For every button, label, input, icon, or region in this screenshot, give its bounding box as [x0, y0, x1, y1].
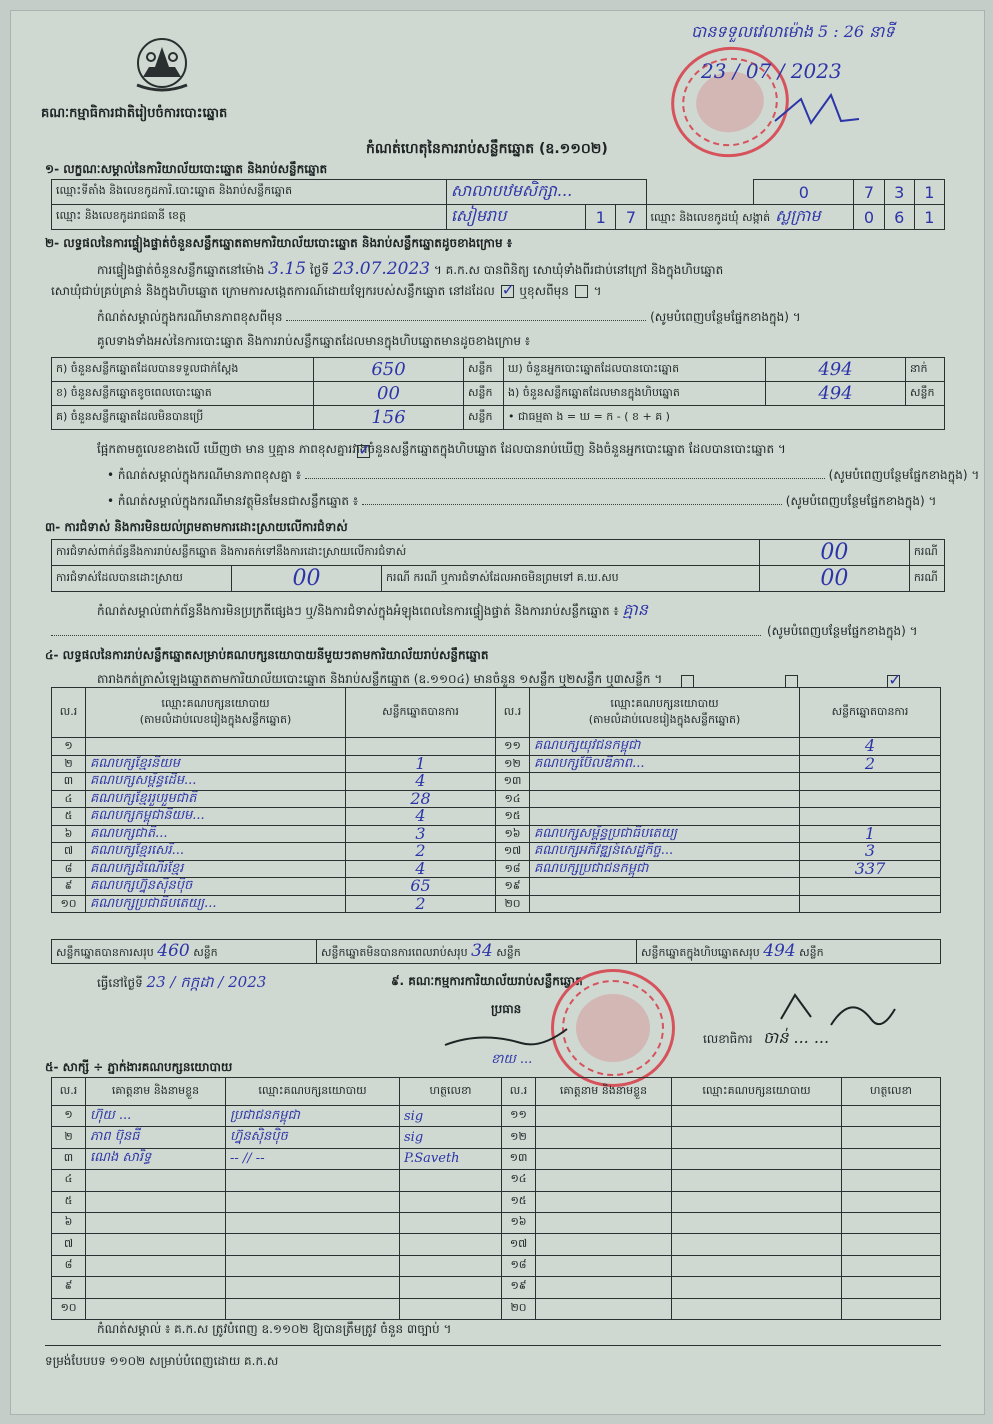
witness-party	[672, 1234, 842, 1255]
witness-row	[52, 1106, 941, 1127]
unit-label: សន្លឹក	[496, 946, 521, 959]
result-party	[530, 808, 800, 826]
witness-row	[52, 1148, 941, 1169]
witness-no: ១២	[502, 1127, 536, 1148]
result-votes: 2	[346, 895, 496, 913]
result-votes: 1	[800, 825, 941, 843]
total-valid-label: សន្លឹកឆ្នោតបានការសរុប	[56, 946, 154, 959]
result-votes: 3	[346, 825, 496, 843]
witness-no: ១៧	[502, 1234, 536, 1255]
s2-bullet1	[107, 467, 980, 485]
witness-sign	[400, 1277, 502, 1298]
code-digit: 7	[854, 180, 884, 205]
witness-sign	[842, 1255, 941, 1276]
result-row	[52, 895, 941, 913]
result-party: គណបក្សហ្វ៊ុនស៊ិនប៉ិច	[86, 878, 346, 896]
col-party-sub: (តាមលំដាប់លេខរៀងក្នុងសន្លឹកឆ្នោត)	[588, 712, 741, 726]
witness-party	[672, 1106, 842, 1127]
sign-date-value: 23 / កក្កដា / 2023	[146, 973, 267, 991]
s3-table	[51, 539, 945, 592]
result-no: ៨	[52, 860, 86, 878]
witness-name	[536, 1277, 672, 1298]
witness-name	[86, 1170, 226, 1191]
count-e-value: 494	[766, 382, 906, 406]
witness-party: ប្រជាជនកម្ពុជា	[226, 1106, 400, 1127]
witness-no: ៥	[52, 1191, 86, 1212]
col-votes: សន្លឹកឆ្នោតបានការ	[346, 688, 496, 738]
col-sign: ហត្ថលេខា	[400, 1078, 502, 1106]
col-votes: សន្លឹកឆ្នោតបានការ	[800, 688, 941, 738]
result-party: គណបក្សសម្ព័ន្ធដើម...	[86, 773, 346, 791]
col-party	[530, 688, 800, 738]
result-no: ១៤	[496, 790, 530, 808]
col-no: ល.រ	[52, 1078, 86, 1106]
result-row	[52, 738, 941, 756]
witness-party	[226, 1298, 400, 1319]
result-party: គណបក្សកម្ពុជានិយម...	[86, 808, 346, 826]
witness-row	[52, 1212, 941, 1233]
org-name: គណៈកម្មាធិការជាតិរៀបចំការបោះឆ្នោត	[41, 106, 228, 121]
col-party: ឈ្មោះគណបក្សនយោបាយ	[672, 1078, 842, 1106]
witness-party	[672, 1298, 842, 1319]
witness-party	[672, 1148, 842, 1169]
total-box-label: សន្លឹកឆ្នោតក្នុងហិបឆ្នោតសរុប	[641, 946, 760, 959]
witness-name	[536, 1234, 672, 1255]
witness-row	[52, 1234, 941, 1255]
result-party	[530, 895, 800, 913]
unit-label: សន្លឹក	[799, 946, 824, 959]
total-box	[637, 940, 941, 964]
no-difference-checkbox[interactable]	[357, 445, 370, 458]
witness-name	[536, 1127, 672, 1148]
col-name: គោត្តនាម និងនាមខ្លួន	[536, 1078, 672, 1106]
witness-sign	[842, 1148, 941, 1169]
result-party: គណបក្សជាតិ...	[86, 825, 346, 843]
witness-no: ៦	[52, 1212, 86, 1233]
witness-no: ២០	[502, 1298, 536, 1319]
result-party	[530, 773, 800, 791]
result-no: ១៨	[496, 860, 530, 878]
s4-totals-table	[51, 939, 941, 964]
witness-no: ១៤	[502, 1170, 536, 1191]
result-no: ៩	[52, 878, 86, 896]
witness-sign	[842, 1127, 941, 1148]
witness-name	[536, 1298, 672, 1319]
result-no: ១	[52, 738, 86, 756]
witness-row	[52, 1298, 941, 1319]
s2-line2-text: សោឃុំជាប់គ្រប់គ្រាន់ និងក្នុងហិបឆ្នោត ក្រោមការសង្កេតការណ៍ដោយឡែករបស់សន្លឹកឆ្នោត នៅដដែល	[51, 284, 495, 298]
witness-no: ១៦	[502, 1212, 536, 1233]
witness-name	[86, 1298, 226, 1319]
s2-line3-hint: (សូមបំពេញបន្ថែមផ្នែកខាងក្នុង) ។	[650, 310, 801, 324]
s2-bullet2-text: • កំណត់សម្គាល់ក្នុងករណីមានវត្ថុមិនមែនជាសន្លឹកឆ្នោត ៖	[107, 494, 359, 508]
result-votes: 4	[346, 808, 496, 826]
result-row	[52, 878, 941, 896]
check-date: 23.07.2023	[332, 259, 431, 279]
count-b-value: 00	[314, 382, 464, 406]
s5-witness-table	[51, 1077, 941, 1320]
case-label: ករណី	[909, 540, 944, 566]
count-d-label: ឃ) ចំនួនអ្នកបោះឆ្នោតដែលបានបោះឆ្នោត	[504, 358, 766, 382]
witness-name: ហ៊ុយ ...	[86, 1106, 226, 1127]
witness-sign	[400, 1191, 502, 1212]
result-row	[52, 790, 941, 808]
result-votes	[800, 773, 941, 791]
result-party: គណបក្សដំណើរខ្មែរ	[86, 860, 346, 878]
count-d-value: 494	[766, 358, 906, 382]
witness-no: ៨	[52, 1255, 86, 1276]
witness-name	[536, 1148, 672, 1169]
result-no: ៣	[52, 773, 86, 791]
witness-sign: P.Saveth	[400, 1148, 502, 1169]
witness-party	[672, 1191, 842, 1212]
s2-counts-table	[51, 357, 945, 430]
s1-row2-label: ឈ្មោះ និងលេខកូដរាជធានី ខេត្ត	[52, 205, 447, 230]
witness-party	[672, 1170, 842, 1191]
witness-no: ១៩	[502, 1277, 536, 1298]
witness-name: ណេង សារិទ្ធ	[86, 1148, 226, 1169]
result-votes	[800, 895, 941, 913]
col-party	[86, 688, 346, 738]
total-valid	[52, 940, 317, 964]
sign-date	[97, 973, 266, 995]
col-party-title: ឈ្មោះគណបក្សនយោបាយ	[610, 696, 719, 710]
result-no: ១២	[496, 755, 530, 773]
total-invalid-label: សន្លឹកឆ្នោតមិនបានការពេលរាប់សរុប	[321, 946, 468, 959]
witness-party	[226, 1212, 400, 1233]
s2-title: ២- លទ្ធផលនៃការផ្ទៀងផ្ទាត់ចំនួនសន្លឹកឆ្នោតតាមការិយាល័យបោះឆ្នោត និងរាប់សន្លឹកឆ្នោតដូចខាងក្រោម ៖	[45, 236, 513, 250]
result-row	[52, 755, 941, 773]
s3-r2-label: ការជំទាស់ដែលបានដោះស្រាយ	[52, 566, 232, 592]
s4-results-table	[51, 687, 941, 913]
witness-name	[86, 1234, 226, 1255]
result-party	[86, 738, 346, 756]
witness-party	[226, 1191, 400, 1212]
witness-sign	[400, 1234, 502, 1255]
result-no: ១៣	[496, 773, 530, 791]
chair-label: ប្រធាន	[491, 1002, 522, 1016]
witness-no: ២	[52, 1127, 86, 1148]
unit-label: សន្លឹក	[464, 406, 504, 430]
s2-bullet2-hint: (សូមបំពេញបន្ថែមផ្នែកខាងក្នុង) ។	[785, 494, 937, 508]
sign-date-label: ធ្វើនៅថ្ងៃទី	[97, 976, 143, 990]
emblem-icon	[129, 33, 195, 97]
result-votes: 28	[346, 790, 496, 808]
count-a-value: 650	[314, 358, 464, 382]
total-valid-value: 460	[157, 941, 190, 961]
s1-row2-value: សៀមរាប	[446, 205, 585, 230]
s4-title: ៤- លទ្ធផលនៃការរាប់សន្លឹកឆ្នោតសម្រាប់គណបក្សនយោបាយនីមួយៗតាមការិយាល័យរាប់សន្លឹកឆ្នោត	[45, 648, 489, 662]
witness-no: ១០	[52, 1298, 86, 1319]
s2-bullet1-hint: (សូមបំពេញបន្ថែមផ្នែកខាងក្នុង) ។	[828, 468, 980, 482]
witness-party: -- // --	[226, 1148, 400, 1169]
witness-party	[226, 1170, 400, 1191]
result-no: ២	[52, 755, 86, 773]
witness-name	[536, 1106, 672, 1127]
s2-bullet1-text: • កំណត់សម្គាល់ក្នុងករណីមានភាពខុសគ្នា ៖	[107, 468, 302, 482]
count-c-value: 156	[314, 406, 464, 430]
received-date: 23 / 07 / 2023	[701, 59, 842, 83]
s2-line3-text: កំណត់សម្គាល់ក្នុងករណីមានភាពខុសពីមុន	[97, 310, 283, 324]
result-no: ៤	[52, 790, 86, 808]
result-no: ២០	[496, 895, 530, 913]
result-votes	[800, 808, 941, 826]
result-party: គណបក្សសម្ព័ន្ធប្រជាធិបតេយ្យ	[530, 825, 800, 843]
witness-sign: sig	[400, 1106, 502, 1127]
count-a-label: ក) ចំនួនសន្លឹកឆ្នោតដែលបានទទួលជាក់ស្តែង	[52, 358, 314, 382]
witness-sign	[842, 1234, 941, 1255]
col-party: ឈ្មោះគណបក្សនយោបាយ	[226, 1078, 400, 1106]
witness-name	[536, 1212, 672, 1233]
case-label: ករណី	[386, 570, 410, 584]
witness-row	[52, 1127, 941, 1148]
s2-line1-b: ថ្ងៃទី	[309, 263, 329, 277]
witness-party	[226, 1234, 400, 1255]
result-party: គណបក្សអភិវឌ្ឍន៍សេដ្ឋកិច្ច...	[530, 843, 800, 861]
count-formula: • ជាធម្មតា ង = ឃ = ក - ( ខ + គ )	[504, 406, 945, 430]
s3-hint: (សូមបំពេញបន្ថែមផ្នែកខាងក្នុង) ។	[767, 624, 918, 638]
result-votes: 4	[800, 738, 941, 756]
witness-row	[52, 1255, 941, 1276]
s3-note-value: គ្មាន	[622, 600, 648, 619]
result-no: ១៩	[496, 878, 530, 896]
s2-line2: សោឃុំជាប់គ្រប់គ្រាន់ និងក្នុងហិបឆ្នោត ក្រោមការសង្កេតការណ៍ដោយឡែករបស់សន្លឹកឆ្នោត នៅដដែល ✓ ឬខុសពីមុន ។	[51, 283, 601, 301]
s3-r2b-text: ករណី ឬការជំទាស់ដែលអាចមិនព្រមទៅ គ.ឃ.សប	[413, 570, 619, 584]
form-title: កំណត់ហេតុនៃការរាប់សន្លឹកឆ្នោត (ឧ.១១០២)	[366, 141, 608, 157]
col-party-sub: (តាមលំដាប់លេខរៀងក្នុងសន្លឹកឆ្នោត)	[139, 712, 292, 726]
s3-note	[97, 599, 648, 623]
witness-row	[52, 1191, 941, 1212]
s3-note-text: កំណត់សម្គាល់ពាក់ព័ន្ធនឹងការមិនប្រក្រតីផ្សេងៗ ឬ/និងការជំទាស់ក្នុងអំឡុងពេលនៃការផ្ទៀងផ្ទាត់ និងការរាប់សន្លឹកឆ្នោត ៖	[97, 604, 619, 618]
witness-no: ១១	[502, 1106, 536, 1127]
same-checkbox[interactable]	[501, 285, 514, 298]
result-row	[52, 860, 941, 878]
witness-party	[672, 1212, 842, 1233]
witness-name	[536, 1191, 672, 1212]
s3-r1-label: ការជំទាស់ពាក់ព័ន្ធនឹងការរាប់សន្លឹកឆ្នោត និងការតក់ទៅនឹងការដោះស្រាយលើការជំទាស់	[52, 540, 760, 566]
witness-sign	[842, 1106, 941, 1127]
footer-note: កំណត់សម្គាល់ ៖ គ.ក.ស ត្រូវបំពេញ ឧ.១១០២ ឱ្យបានត្រឹមត្រូវ ចំនួន ៣ច្បាប់ ។	[97, 1322, 452, 1336]
witness-no: ៣	[52, 1148, 86, 1169]
witness-no: ៧	[52, 1234, 86, 1255]
secretary-label: លេខាធិការ	[703, 1032, 753, 1046]
witness-sign	[400, 1212, 502, 1233]
witness-sign	[400, 1170, 502, 1191]
result-votes: 65	[346, 878, 496, 896]
case-label: ករណី	[909, 566, 944, 592]
col-sign: ហត្ថលេខា	[842, 1078, 941, 1106]
s4-intro: តារាងកត់ត្រាសំឡេងឆ្នោតតាមការិយាល័យបោះឆ្នោត និងរាប់សន្លឹកឆ្នោត (ឧ.១១០៤) មានចំនួន ១សន្លឹក ឬ២សន្លឹក ឬ៣សន្លឹក ។	[97, 672, 663, 686]
witness-name	[536, 1255, 672, 1276]
witness-sign	[400, 1255, 502, 1276]
witness-party	[672, 1127, 842, 1148]
result-row	[52, 773, 941, 791]
s2-opt-label: ឬខុសពីមុន	[519, 284, 569, 298]
result-no: ១៥	[496, 808, 530, 826]
result-votes: 4	[346, 860, 496, 878]
result-votes: 337	[800, 860, 941, 878]
result-votes: 2	[800, 755, 941, 773]
s3-r2-value: 00	[232, 566, 382, 592]
code-digit: 0	[754, 180, 854, 205]
result-party	[530, 790, 800, 808]
code-digit: 1	[914, 180, 944, 205]
s1-table	[51, 179, 945, 230]
check-time: 3.15	[268, 259, 307, 279]
result-no: ១០	[52, 895, 86, 913]
count-b-label: ខ) ចំនួនសន្លឹកឆ្នោតខូចពេលបោះឆ្នោត	[52, 382, 314, 406]
witness-no: ៩	[52, 1277, 86, 1298]
col-name: គោត្តនាម និងនាមខ្លួន	[86, 1078, 226, 1106]
result-party: គណបក្សយុវជនកម្ពុជា	[530, 738, 800, 756]
result-votes: 3	[800, 843, 941, 861]
result-votes: 2	[346, 843, 496, 861]
witness-sign	[400, 1298, 502, 1319]
s3-r2b-value: 00	[759, 566, 909, 592]
result-party: គណបក្សប្រជាជនកម្ពុជា	[530, 860, 800, 878]
result-votes: 1	[346, 755, 496, 773]
result-party	[530, 878, 800, 896]
unit-label: សន្លឹក	[464, 382, 504, 406]
s2-bullet2	[107, 493, 943, 511]
col-no: ល.រ	[52, 688, 86, 738]
witness-name	[86, 1191, 226, 1212]
result-party: គណបក្សប្រជាធិបតេយ្យ...	[86, 895, 346, 913]
s2-line4: គូលទាងទាំងអស់នៃការបោះឆ្នោត និងការរាប់សន្លឹកឆ្នោតដែលមានក្នុងហិបឆ្នោតមានដូចខាងក្រោម ៖	[97, 334, 531, 348]
witness-name	[536, 1170, 672, 1191]
s3-title: ៣- ការជំទាស់ និងការមិនយល់ព្រមតាមការដោះស្រាយលើការជំទាស់	[45, 520, 348, 534]
col-no: ល.រ	[496, 688, 530, 738]
s3-r2b-label	[382, 566, 760, 592]
result-no: ១១	[496, 738, 530, 756]
witness-no: ១៥	[502, 1191, 536, 1212]
s1-row2-value-b: ស្លក្រាម	[775, 206, 821, 225]
witness-no: ១៣	[502, 1148, 536, 1169]
witness-sign	[842, 1191, 941, 1212]
witness-party	[672, 1255, 842, 1276]
unit-label: សន្លឹក	[906, 382, 945, 406]
received-note: បានទទួលវេលាម៉ោង 5 : 26 នាទី	[691, 22, 895, 41]
witness-name	[86, 1212, 226, 1233]
col-party-title: ឈ្មោះគណបក្សនយោបាយ	[161, 696, 270, 710]
code-digit: 7	[616, 205, 646, 230]
s5-title: ៥- សាក្សី ÷ ភ្នាក់ងារគណបក្សនយោបាយ	[45, 1060, 233, 1074]
s2-line1	[97, 259, 723, 280]
witness-name	[86, 1277, 226, 1298]
unit-label: សន្លឹក	[464, 358, 504, 382]
code-digit: 1	[586, 205, 616, 230]
result-row	[52, 825, 941, 843]
different-checkbox[interactable]	[575, 285, 588, 298]
witness-no: ១៨	[502, 1255, 536, 1276]
witness-sign: sig	[400, 1127, 502, 1148]
code-digit: 0	[854, 205, 884, 230]
code-digit: 6	[884, 205, 914, 230]
secretary-name: ចាន់ ... ...	[763, 1028, 830, 1047]
witness-sign	[842, 1277, 941, 1298]
s2-line3	[97, 309, 943, 327]
total-invalid	[317, 940, 637, 964]
s2-line1-c: ។ គ.ក.ស បានពិនិត្យ សោឃុំទាំងពីរជាប់នៅក្រៅ និងក្នុងហិបឆ្នោត	[433, 263, 724, 277]
witness-no: ១	[52, 1106, 86, 1127]
result-row	[52, 808, 941, 826]
result-no: ១៦	[496, 825, 530, 843]
code-digit: 3	[884, 180, 914, 205]
count-e-label: ង) ចំនួនសន្លឹកឆ្នោតដែលមានក្នុងហិបឆ្នោត	[504, 382, 766, 406]
result-votes	[346, 738, 496, 756]
witness-sign	[842, 1212, 941, 1233]
result-no: ១៧	[496, 843, 530, 861]
s1-row2-label-b: ឈ្មោះ និងលេខកូដឃុំ សង្កាត់	[650, 211, 771, 224]
col-no: ល.រ	[502, 1078, 536, 1106]
result-votes: 4	[346, 773, 496, 791]
witness-sign	[842, 1298, 941, 1319]
witness-name: ភាព ប៊ុនធី	[86, 1127, 226, 1148]
s3-r1-value: 00	[759, 540, 909, 566]
result-votes	[800, 878, 941, 896]
s1-row1-label: ឈ្មោះទីតាំង និងលេខកូដការិ.បោះឆ្នោត និងរាប់សន្លឹកឆ្នោត	[52, 180, 447, 205]
result-party: គណបក្សប៊ែលឌីភាព...	[530, 755, 800, 773]
result-votes	[800, 790, 941, 808]
count-c-label: គ) ចំនួនសន្លឹកឆ្នោតដែលមិនបានប្រើ	[52, 406, 314, 430]
unit-label: នាក់	[906, 358, 945, 382]
witness-party	[226, 1277, 400, 1298]
s2-line5: ផ្អែកតាមតួលេខខាងលើ ឃើញថា មាន ឬគ្មាន ភាពខុសគ្នារវាងចំនួនសន្លឹកឆ្នោតក្នុងហិបឆ្នោត ដែលបានរាប់ឃើញ និងចំនួនអ្នកបោះឆ្នោត ដែលបានបោះឆ្នោត ។	[97, 442, 786, 456]
s2-line1-a: ការផ្ទៀងផ្ទាត់ចំនួនសន្លឹកឆ្នោតនៅម៉ោង	[97, 263, 265, 277]
witness-sign	[842, 1170, 941, 1191]
result-row	[52, 843, 941, 861]
total-invalid-value: 34	[471, 941, 493, 961]
code-digit: 1	[914, 205, 944, 230]
witness-party: ហ្វ៊ុនស៊ិនប៉ិច	[226, 1127, 400, 1148]
witness-name	[86, 1255, 226, 1276]
witness-row	[52, 1170, 941, 1191]
committee-label: ៩. គណៈកម្មការការិយាល័យរាប់សន្លឹកឆ្នោត	[391, 974, 583, 988]
result-no: ៥	[52, 808, 86, 826]
signature-mark	[771, 91, 861, 131]
witness-no: ៤	[52, 1170, 86, 1191]
result-party: គណបក្សខ្មែរនិយម	[86, 755, 346, 773]
witness-party	[672, 1277, 842, 1298]
witness-row	[52, 1277, 941, 1298]
unit-label: សន្លឹក	[193, 946, 218, 959]
form-code: ទម្រង់បែបបទ ១១០២ សម្រាប់បំពេញដោយ គ.ក.ស	[45, 1354, 279, 1368]
result-party: គណបក្សខ្មែរសេរី...	[86, 843, 346, 861]
result-no: ៧	[52, 843, 86, 861]
result-no: ៦	[52, 825, 86, 843]
result-party: គណបក្សខ្មែររួបរួមជាតិ	[86, 790, 346, 808]
s1-title: ១- លក្ខណៈសម្គាល់នៃការិយាល័យបោះឆ្នោត និងរាប់សន្លឹកឆ្នោត	[45, 162, 328, 176]
form-sheet	[10, 10, 985, 1415]
total-box-value: 494	[763, 941, 796, 961]
witness-party	[226, 1255, 400, 1276]
chair-name: ខាយ ...	[491, 1052, 533, 1067]
s1-row1-value: សាលាបឋមសិក្សា...	[446, 180, 646, 205]
